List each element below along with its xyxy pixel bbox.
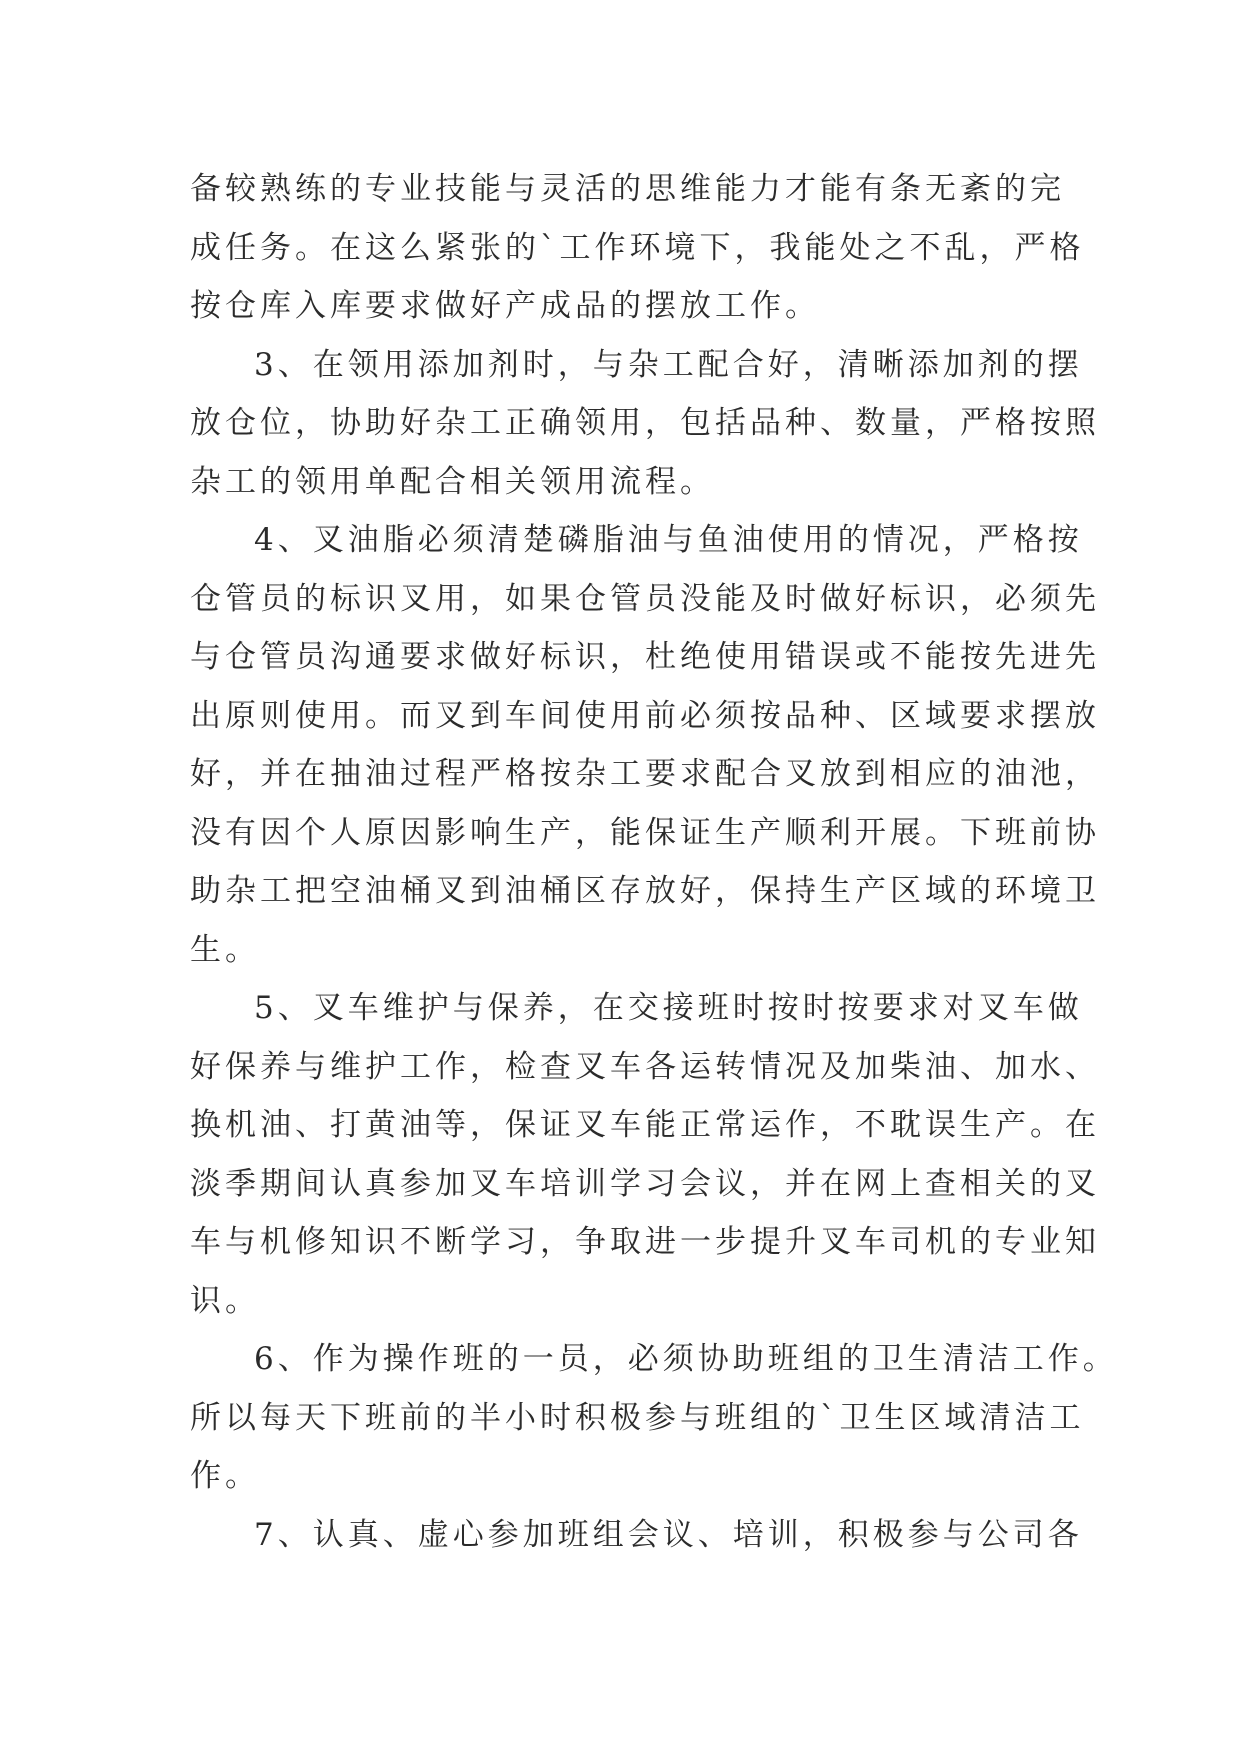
- text-line: 好保养与维护工作，检查叉车各运转情况及加柴油、加水、: [190, 1048, 1100, 1085]
- text-line: 好，并在抽油过程严格按杂工要求配合叉放到相应的油池，: [190, 756, 1100, 792]
- text-line: 换机油、打黄油等，保证叉车能正常运作，不耽误生产。在: [190, 1107, 1100, 1143]
- paragraph-p3: [190, 336, 1100, 512]
- text-line: 5、叉车维护与保养，在交接班时按时按要求对叉车做: [254, 990, 1083, 1026]
- paragraph-p0: [190, 160, 1085, 336]
- text-line: 淡季期间认真参加叉车培训学习会议，并在网上查相关的叉: [190, 1165, 1100, 1202]
- paragraph-p6: [190, 1330, 1118, 1506]
- text-line: 没有因个人原因影响生产，能保证生产顺利开展。下班前协: [190, 814, 1100, 851]
- text-line: 备较熟练的专业技能与灵活的思维能力才能有条无紊的完: [190, 171, 1065, 207]
- text-line: 与仓管员沟通要求做好标识，杜绝使用错误或不能按先进先: [190, 639, 1100, 675]
- text-line: 6、作为操作班的一员，必须协助班组的卫生清洁工作。: [254, 1341, 1118, 1377]
- text-line: 成任务。在这么紧张的`工作环境下，我能处之不乱，严格: [190, 229, 1085, 266]
- text-line: 按仓库入库要求做好产成品的摆放工作。: [190, 288, 820, 324]
- paragraph-p5: [190, 979, 1100, 1330]
- text-line: 杂工的领用单配合相关领用流程。: [190, 463, 715, 500]
- text-line: 作。: [190, 1458, 260, 1494]
- text-line: 放仓位，协助好杂工正确领用，包括品种、数量，严格按照: [190, 405, 1100, 441]
- paragraph-p4: [190, 511, 1100, 979]
- text-line: 车与机修知识不断学习，争取进一步提升叉车司机的专业知: [190, 1224, 1100, 1260]
- text-line: 7、认真、虚心参加班组会议、培训，积极参与公司各: [254, 1516, 1083, 1553]
- text-line: 4、叉油脂必须清楚磷脂油与鱼油使用的情况，严格按: [254, 522, 1083, 558]
- document-body: [190, 160, 1118, 1564]
- text-line: 识。: [190, 1282, 260, 1319]
- text-line: 生。: [190, 931, 260, 968]
- text-line: 所以每天下班前的半小时积极参与班组的`卫生区域清洁工: [190, 1399, 1085, 1436]
- text-line: 仓管员的标识叉用，如果仓管员没能及时做好标识，必须先: [190, 580, 1100, 617]
- paragraph-p7: [190, 1506, 1083, 1565]
- text-line: 3、在领用添加剂时，与杂工配合好，清晰添加剂的摆: [254, 346, 1083, 383]
- text-line: 出原则使用。而叉到车间使用前必须按品种、区域要求摆放: [190, 697, 1100, 734]
- text-line: 助杂工把空油桶叉到油桶区存放好，保持生产区域的环境卫: [190, 873, 1100, 909]
